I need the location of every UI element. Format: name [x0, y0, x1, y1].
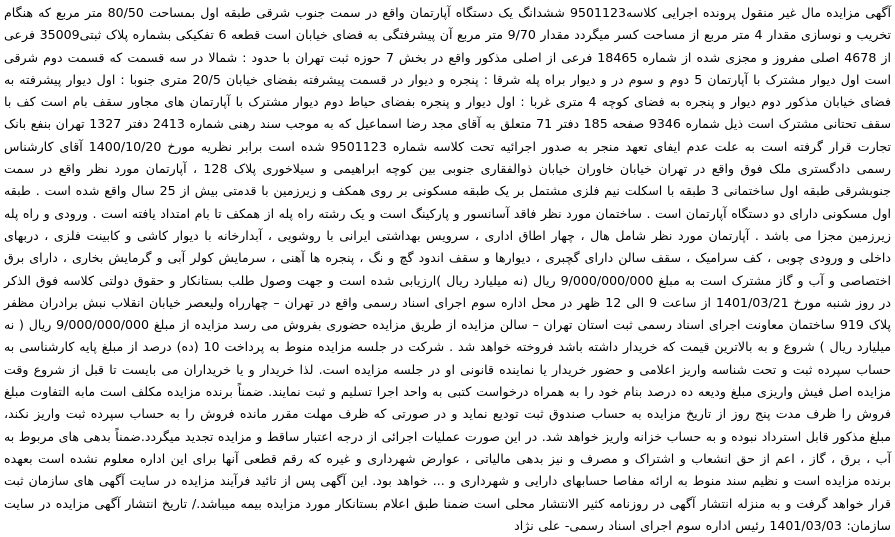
auction-notice-text: آگهی مزایده مال غیر منقول پرونده اجرایی کلاسه9501123 ششدانگ یک دستگاه آپارتمان واقع در سمت جنوب شرقی طبقه اول بمساحت 80/50 متر مربع که هنگام تخریب و نوسازی مقدار 4 متر مربع از مساحت کسر میگردد مقدار 9/70 متر مربع آن پیشرفتگی به فضای خیابان است قطعه 6 تفکیکی بشماره پلاک ثبتی35009 فرعی از 4678 اصلی مفروز و مجزی شده از شماره 18465 فرعی از اصلی مذکور واقع در بخش 7 حوزه ثبت تهران با حدود : شمالا در سه قسمت که قسمت دوم شرقی است اول دیوار مشترک با آپارتمان 5 دوم و سوم در و دیوار براه پله شرقا : پنجره و دیوار در قسمت پیشرفته بفضای خیابان 20/5 متری جنوبا : اول دیوار پیشرفته به فضای خیابان مذکور دوم دیوار و پنجره به فضای کوچه 4 متری غربا : اول دیوار و پنجره بفضای حیاط دوم دیوار مشترک با آپارتمان های مجاور سقف بام است کف با سقف تحتانی مشترک است ذیل شماره 9346 صفحه 185 دفتر 71 متعلق به آقای مجد رضا اسماعیل که به موجب سند رهنی شماره 2413 دفتر 1327 تهران بنفع بانک تجارت قرار گرفته است به علت عدم ایفای تعهد منجر به صدور اجرائیه تحت کلاسه شماره 9501123 شده است برابر نظریه مورخ 1400/10/20 آقای کارشناس رسمی دادگستری ملک فوق واقع در تهران خیابان خاوران خیابان ذوالفقاری جنوبی بین کوچه ابراهیمی و سیلاخوری پلاک 128 ، آپارتمان مورد نظر واقع در سمت جنوبشرقی طبقه اول ساختمانی 3 طبقه با اسکلت نیم فلزی مشتمل بر یک طبقه مسکونی بر روی همکف و زیرزمین با قدمتی بیش از 25 سال واقع شده است . طبقه اول مسکونی دارای دو دستگاه آپارتمان است . ساختمان مورد نظر فاقد آسانسور و پارکینگ است و یک رشته راه پله از همکف تا بام امتداد یافته است . ورودی و راه پله زیرزمین مجزا می باشد . آپارتمان مورد نظر شامل هال ، چهار اطاق اداری ، سرویس بهداشتی ایرانی با روشویی ، آبدارخانه با دیوار کاشی و کابینت فلزی ، دربهای داخلی و ورودی چوبی ، کف سرامیک ، سقف سالن دارای گچبری ، دیوارها و سقف اندود گچ و نگ ، پنجره ها آهنی ، سرمایش کولر آبی و گرمایش بخاری ، دارای برق اختصاصی و آب و گاز مشترک است به مبلغ 9/000/000/000 ریال (نه میلیارد ریال )ارزیابی شده است و جهت وصول طلب بستانکار و حقوق دولتی کلاسه فوق الذکر در روز شنبه مورخ 1401/03/21 از ساعت 9 الی 12 ظهر در محل اداره سوم اجرای اسناد رسمی واقع در تهران – چهارراه ولیعصر خیابان انقلاب نبش برادران مظفر پلاک 919 ساختمان معاونت اجرای اسناد رسمی ثبت استان تهران – سالن مزایده از طریق مزایده حضوری بفروش می رسد مزایده از مبلغ 9/000/000/000 ریال ( نه میلیارد ریال ) شروع و به بالاترین قیمت که خریدار داشته باشد فروخته خواهد شد . شرکت در جلسه مزایده منوط به پرداخت 10 (ده) درصد از مبلغ پایه کارشناسی به حساب سپرده ثبت و تحت شناسه واریز اعلامی و حضور خریدار یا نماینده قانونی او در جلسه مزایده است. لذا خریدار و یا خریداران می بایست تا قبل از شروع وقت مزایده اصل فیش واریزی مبلغ ودیعه ده درصد بنام خود را به همراه درخواست کتبی به واحد اجرا تسلیم و ثبت نمایند. ضمناً برنده مزایده مکلف است مابه التفاوت مبلغ فروش را ظرف مدت پنج روز از تاریخ مزایده به حساب صندوق ثبت تودیع نماید و در صورتی که ظرف مهلت مقرر مانده فروش را به حساب سپرده ثبت واریز نکند، مبلغ مذکور قابل استرداد نبوده و به حساب خزانه واریز خواهد شد. در این صورت عملیات اجرائی از درجه اعتبار ساقط و مزایده تجدید میگردد.ضمناً بدهی های مربوط به آب ، برق ، گاز ، اعم از حق انشعاب و اشتراک و مصرف و نیز بدهی مالیاتی ، عوارض شهرداری و غیره که رقم قطعی آنها برای این اداره معلوم نشده است بعهده برنده مزایده است و نظیم سند منوط به ارائه مفاصا حسابهای دارایی و شهرداری و ... خواهد بود. این آگهی پس از تائید فرآیند مزایده در سایت آگهی های سازمان ثبت قرار خواهد گرفت و به منزله انتشار آگهی در روزنامه کثیر الانتشار محلی است ضمنا طبق اعلام بستانکار مورد مزایده بیمه میباشد./ تاریخ انتشار آگهی مزایده در سایت سازمان: 1401/03/03 رئیس اداره سوم اجرای اسناد رسمی- علی نژاد [4, 5, 892, 533]
